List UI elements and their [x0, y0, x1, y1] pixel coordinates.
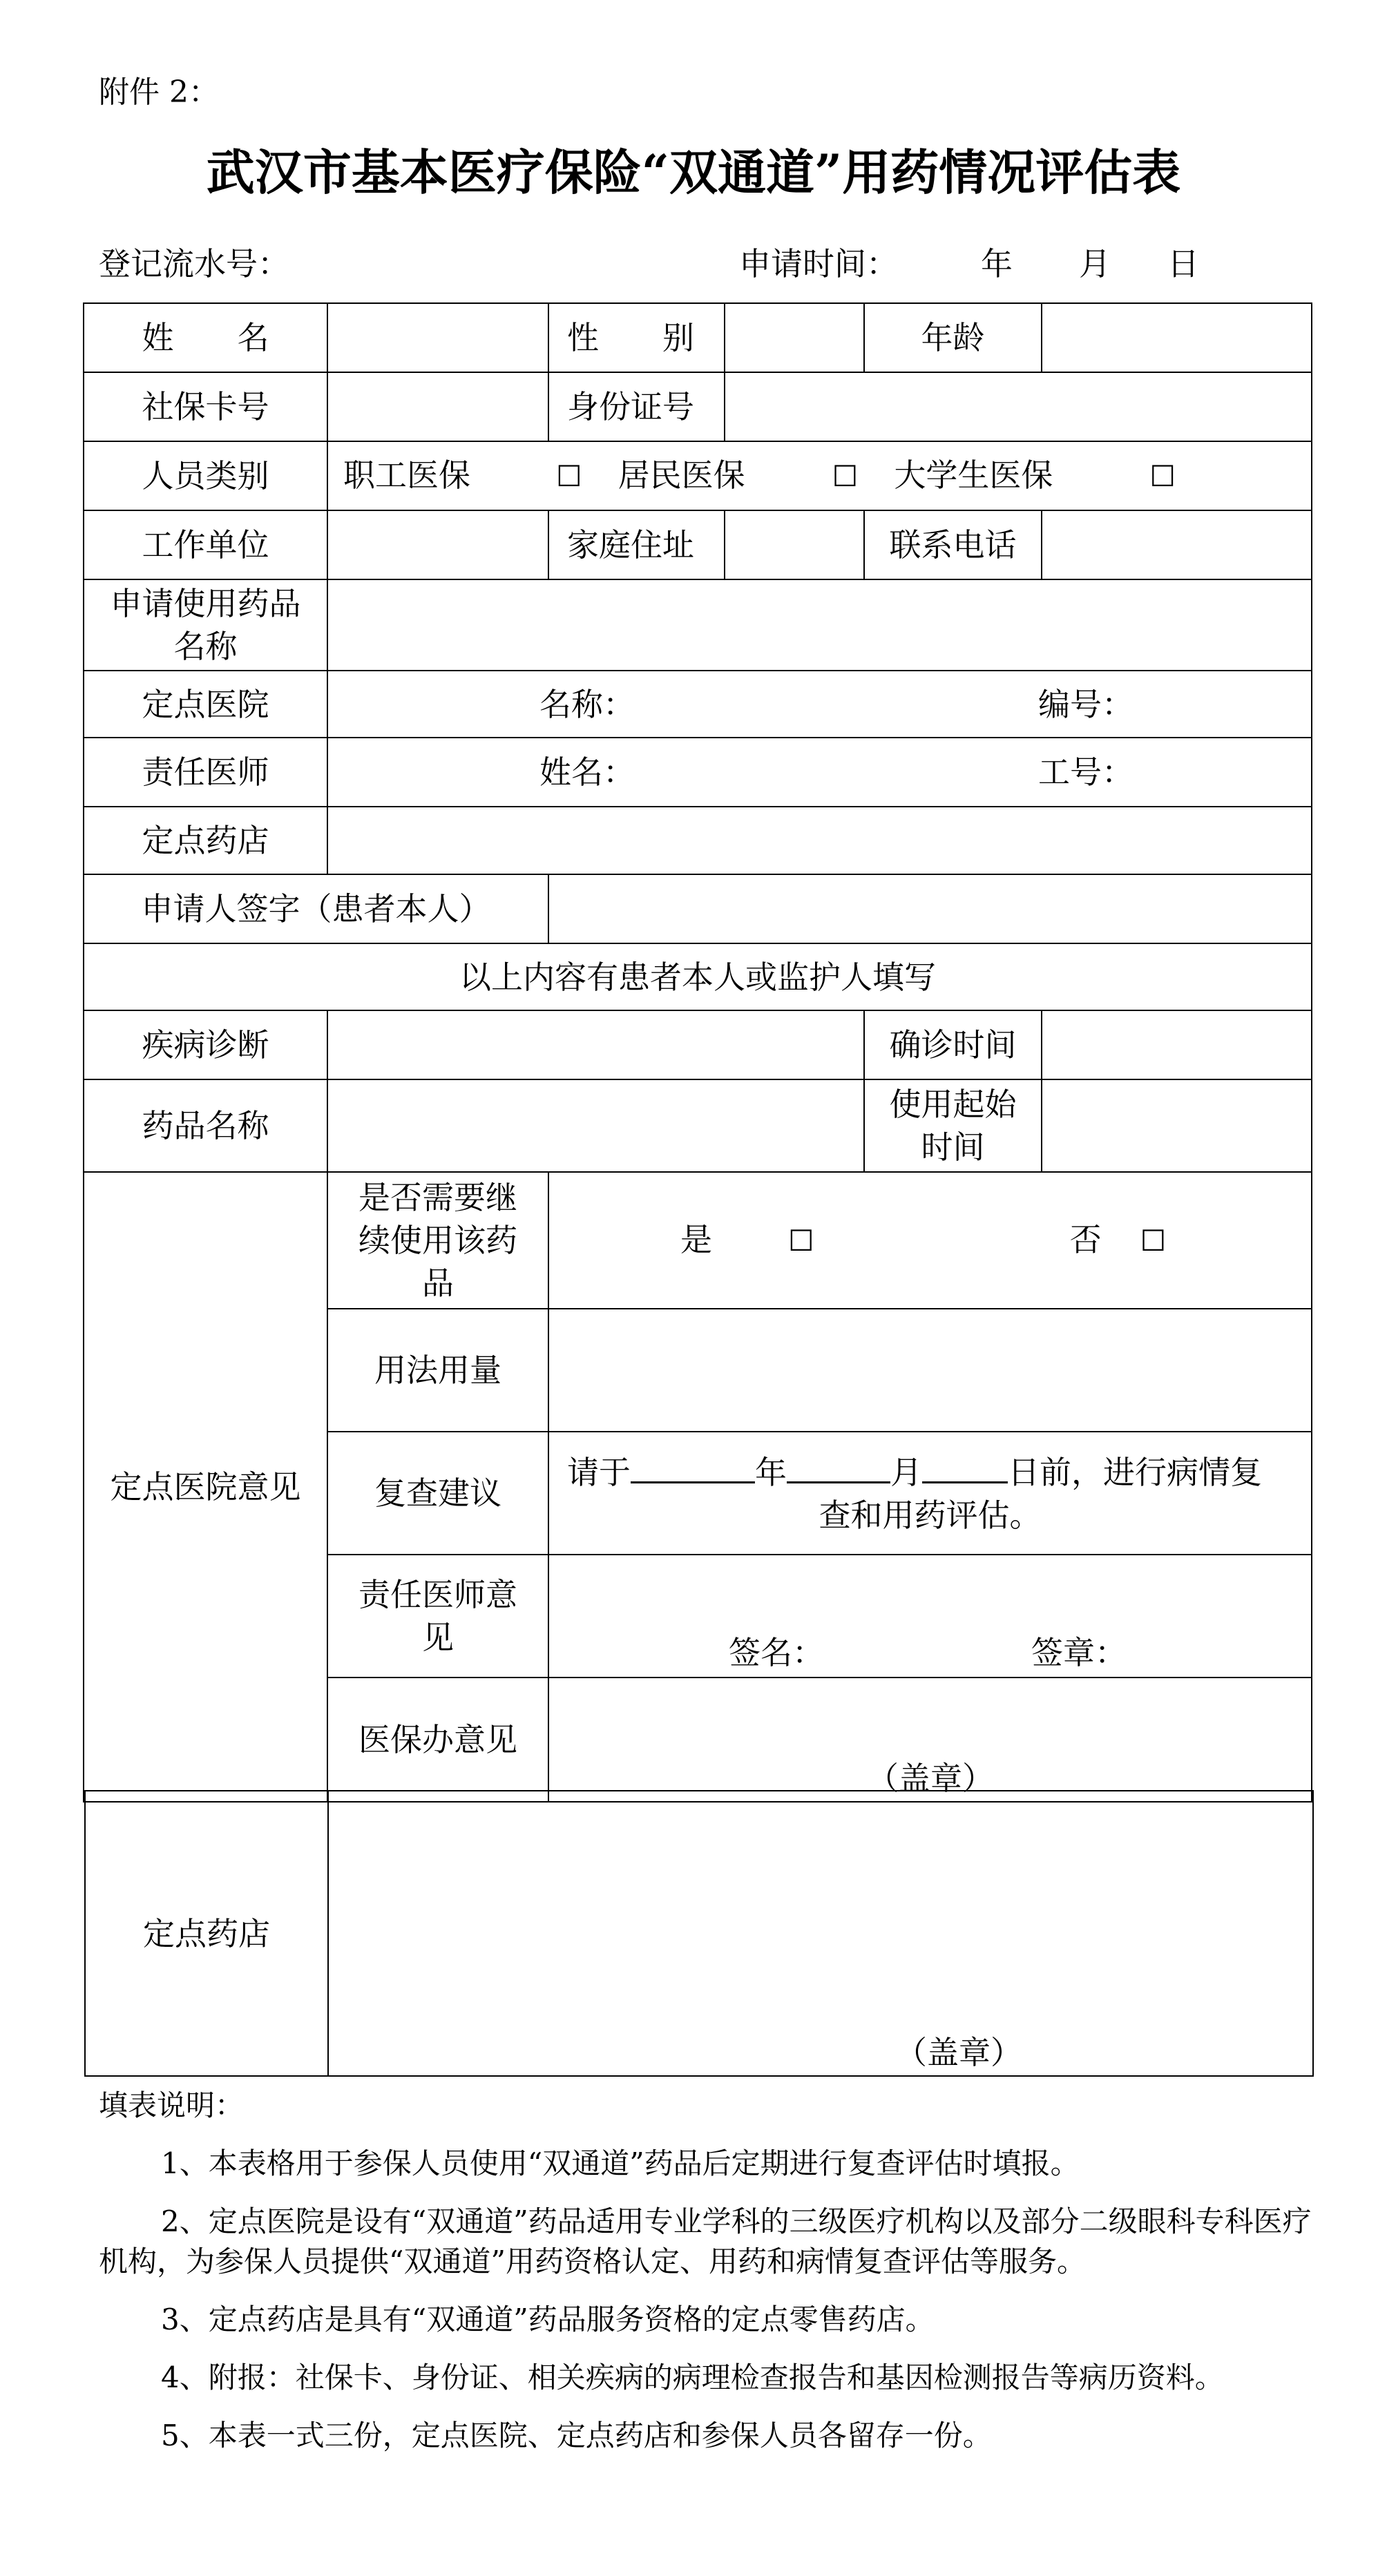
notes-item: 4、附报：社保卡、身份证、相关疾病的病理检查报告和基因检测报告等病历资料。: [161, 2361, 1224, 2394]
category-option-employee-checkbox[interactable]: ☐: [556, 459, 582, 493]
yes-checkbox[interactable]: ☐: [788, 1224, 814, 1258]
table-row: [84, 1010, 1312, 1079]
drug-request-label-line2: 名称: [173, 628, 238, 665]
review-day-blank[interactable]: [922, 1450, 1008, 1483]
age-label: 年龄: [864, 303, 1042, 372]
no-checkbox[interactable]: ☐: [1140, 1224, 1167, 1258]
phone-label: 联系电话: [864, 510, 1042, 579]
hospital-name-label: 名称：: [539, 685, 635, 723]
table-row: [84, 874, 1312, 943]
id-card-field[interactable]: [725, 372, 1312, 441]
no-label: 否: [1069, 1221, 1102, 1258]
start-time-label-line1: 使用起始: [889, 1086, 1017, 1123]
doctor-label: 责任医师: [84, 738, 327, 807]
day-label: 日: [1167, 245, 1199, 282]
home-address-field[interactable]: [725, 510, 864, 579]
drug-request-field[interactable]: [327, 579, 1312, 671]
table-row: [84, 738, 1312, 807]
category-option-resident-checkbox[interactable]: ☐: [832, 459, 859, 493]
continue-label-line3: 品: [422, 1265, 454, 1302]
month-label: 月: [1079, 245, 1111, 282]
continue-label-line2: 续使用该药: [358, 1222, 517, 1259]
sign-label: 签名：: [729, 1634, 824, 1671]
review-suffix: 日前，进行病情复: [1008, 1454, 1262, 1491]
yes-label: 是: [680, 1221, 712, 1258]
seal-label: 签章：: [1031, 1634, 1127, 1671]
hospital-opinion-label: 定点医院意见: [84, 1172, 327, 1802]
id-card-label: 身份证号: [548, 372, 725, 441]
year-label: 年: [981, 245, 1013, 282]
fill-note: 以上内容有患者本人或监护人填写: [84, 943, 1312, 1010]
table-row: [84, 671, 1312, 738]
drug-name-field[interactable]: [327, 1079, 864, 1172]
review-year-blank[interactable]: [631, 1450, 755, 1483]
application-time: [739, 242, 1199, 286]
pharmacy-stamp-label: （盖章）: [895, 2034, 1022, 2071]
notes-item: 3、定点药店是具有“双通道”药品服务资格的定点零售药店。: [161, 2303, 935, 2336]
table-row: [84, 807, 1312, 874]
table-row: [84, 510, 1312, 579]
signature-label: 申请人签字（患者本人）: [84, 874, 548, 943]
review-text-line2: 查和用药评估。: [819, 1497, 1042, 1534]
pharmacy-field[interactable]: [327, 807, 1312, 874]
table-row: [84, 1079, 1312, 1172]
review-month: 月: [890, 1454, 922, 1491]
doctor-opinion-label: [327, 1555, 548, 1678]
registration-no-label: 登记流水号：: [99, 245, 289, 282]
table-row: [84, 441, 1312, 510]
diagnosis-field[interactable]: [327, 1010, 864, 1079]
home-address-label: 家庭住址: [548, 510, 725, 579]
continue-options: [548, 1172, 1312, 1309]
table-row: [84, 1172, 1312, 1309]
continue-label: [327, 1172, 548, 1309]
diagnosis-label: 疾病诊断: [84, 1010, 327, 1079]
category-label: 人员类别: [84, 441, 327, 510]
usage-field[interactable]: [548, 1309, 1312, 1432]
form-title: 武汉市基本医疗保险“双通道”用药情况评估表: [206, 144, 1181, 201]
hospital-label: 定点医院: [84, 671, 327, 738]
application-time-label: 申请时间：: [739, 245, 898, 282]
pharmacy-opinion-field[interactable]: [328, 1791, 1313, 2076]
work-unit-label: 工作单位: [84, 510, 327, 579]
drug-request-label: [84, 579, 327, 671]
doctor-id-label: 工号：: [1038, 753, 1133, 791]
usage-label: 用法用量: [327, 1309, 548, 1432]
doctor-opinion-label-line1: 责任医师意: [358, 1576, 517, 1613]
doctor-opinion-label-line2: 见: [422, 1619, 454, 1656]
pharmacy-section-label: 定点药店: [85, 1791, 328, 2076]
doctor-opinion-field[interactable]: [548, 1555, 1312, 1678]
doctor-field[interactable]: [327, 738, 1312, 807]
insurance-stamp-label: （盖章）: [867, 1760, 994, 1797]
start-time-label: [864, 1079, 1042, 1172]
notes-heading: 填表说明：: [99, 2088, 245, 2122]
category-options: [327, 441, 1312, 510]
review-suggestion[interactable]: [548, 1432, 1312, 1555]
name-label: 姓 名: [84, 303, 327, 372]
work-unit-field[interactable]: [327, 510, 548, 579]
filling-instructions: [99, 2086, 1314, 2474]
table-row: [84, 303, 1312, 372]
age-field[interactable]: [1042, 303, 1312, 372]
hospital-code-label: 编号：: [1038, 685, 1133, 723]
social-card-field[interactable]: [327, 372, 548, 441]
insurance-office-label: 医保办意见: [327, 1678, 548, 1802]
review-prefix: 请于: [567, 1454, 631, 1491]
review-label: 复查建议: [327, 1432, 548, 1555]
review-month-blank[interactable]: [787, 1450, 890, 1483]
notes-item: 1、本表格用于参保人员使用“双通道”药品后定期进行复查评估时填报。: [161, 2146, 1080, 2180]
confirm-time-field[interactable]: [1042, 1010, 1312, 1079]
review-year: 年: [755, 1454, 787, 1491]
hospital-field[interactable]: [327, 671, 1312, 738]
table-row: [85, 1791, 1313, 2076]
drug-request-label-line1: 申请使用药品: [110, 585, 301, 622]
notes-item: 2、定点医院是设有“双通道”药品适用专业学科的三级医疗机构以及部分二级眼科专科医疗机构，为参保人员提供“双通道”用药资格认定、用药和病情复查评估等服务。: [99, 2204, 1312, 2278]
gender-label: 性 别: [548, 303, 725, 372]
name-field[interactable]: [327, 303, 548, 372]
continue-label-line1: 是否需要继: [358, 1179, 517, 1216]
assessment-form-table: [83, 302, 1312, 1803]
table-row: [84, 943, 1312, 1010]
table-row: [84, 579, 1312, 671]
phone-field[interactable]: [1042, 510, 1312, 579]
category-option-student-checkbox[interactable]: ☐: [1149, 459, 1176, 493]
start-time-label-line2: 时间: [921, 1128, 985, 1166]
table-row: [84, 372, 1312, 441]
category-option-student-label: 大学生医保: [894, 456, 1053, 494]
gender-field[interactable]: [725, 303, 864, 372]
notes-item: 5、本表一式三份，定点医院、定点药店和参保人员各留存一份。: [161, 2419, 992, 2452]
doctor-name-label: 姓名：: [539, 753, 635, 791]
confirm-time-label: 确诊时间: [864, 1010, 1042, 1079]
attachment-label: 附件 2：: [99, 75, 219, 110]
drug-name-label: 药品名称: [84, 1079, 327, 1172]
pharmacy-label: 定点药店: [84, 807, 327, 874]
pharmacy-opinion-table: [84, 1790, 1314, 2077]
category-option-resident-label: 居民医保: [618, 456, 745, 494]
signature-field[interactable]: [548, 874, 1312, 943]
social-card-label: 社保卡号: [84, 372, 327, 441]
category-option-employee-label: 职工医保: [343, 456, 470, 494]
insurance-office-field[interactable]: [548, 1678, 1312, 1802]
start-time-field[interactable]: [1042, 1079, 1312, 1172]
